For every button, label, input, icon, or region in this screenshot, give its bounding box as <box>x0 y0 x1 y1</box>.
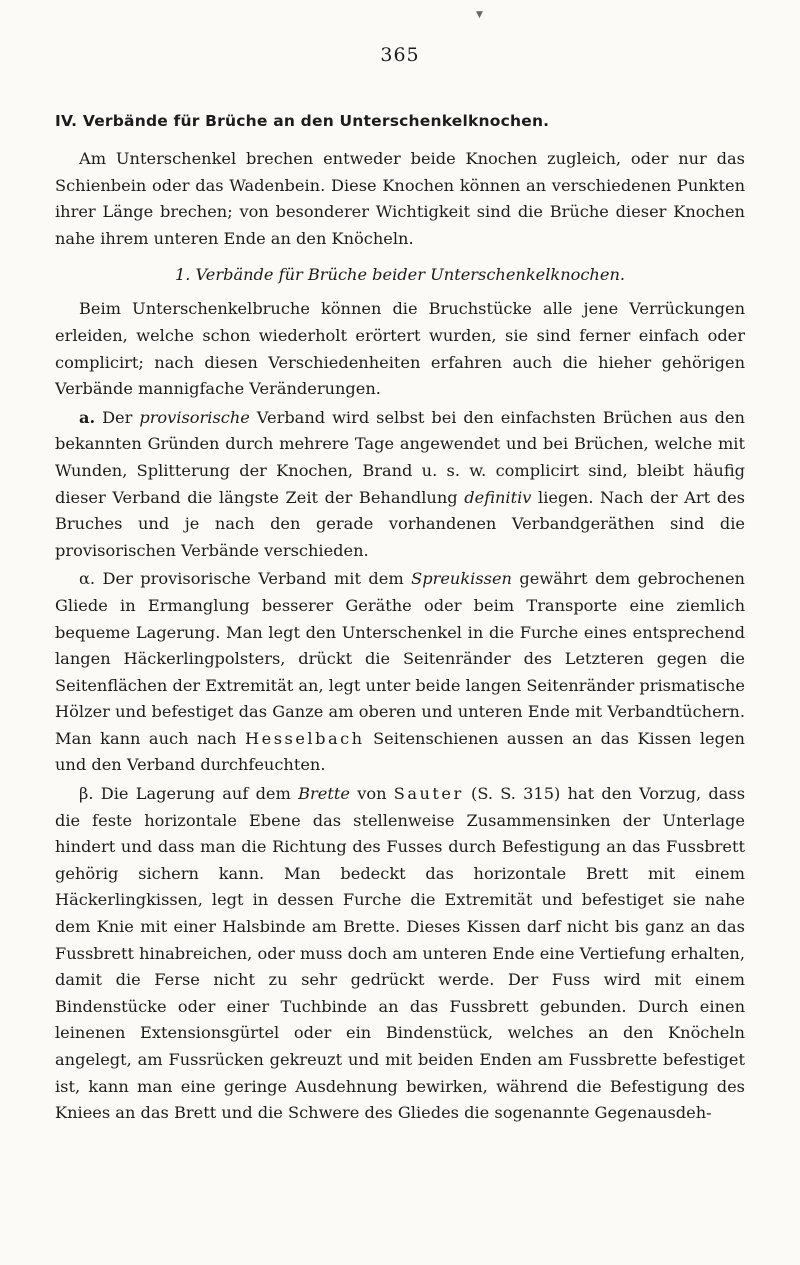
author-name-sauter: Sauter <box>393 784 464 804</box>
text-run: Seitenschienen aussen an das Kissen legen und den Verband durchfeuchten. <box>55 728 745 775</box>
text-run: Verband wird selbst bei den einfachsten Brüchen aus den bekannten Gründen durch mehrere Tage angewendet und bei Brüchen, welche mit Wunden, Splitterung der Knochen, Brand u. s. w. complicirt sind, bleibt häufig dieser Verband die längste Zeit der Behandlung <box>55 407 745 507</box>
page-content <box>55 112 745 1127</box>
emphasis-brette: Brette <box>298 784 350 804</box>
text-run: Die Lagerung auf dem <box>100 784 291 804</box>
paragraph-marker: α. <box>79 569 96 589</box>
paragraph-a <box>55 405 745 565</box>
emphasis-definitiv: definitiv <box>464 487 532 507</box>
text-run: liegen. Nach der Art des Bruches und je nach den gerade vorhandenen Verbandgeräthen sind die provisorischen Verbände verschieden. <box>55 487 745 560</box>
page-number: 365 <box>380 44 420 66</box>
text-run: Der <box>102 407 133 427</box>
paragraph-alpha <box>55 566 745 779</box>
emphasis-spreukissen: Spreukissen <box>411 569 512 589</box>
top-mark: ▼ <box>476 10 483 20</box>
paragraph-beta <box>55 781 745 1127</box>
text-run: (S. S. 315) hat den Vorzug, dass die feste horizontale Ebene das stellenweise Zusammensinken der Unterlage hindert und dass man die Richtung des Fusses durch Befestigung an das Fussbrett gehörig sichern kann. Man bedeckt das horizontale Brett mit einem Häckerlingkissen, legt in dessen Furche die Extremität und befestiget sie nahe dem Knie mit einer Halsbinde am Brette. Dieses Kissen darf nicht bis ganz an das Fussbrett hinabreichen, oder muss doch am unteren Ende eine Vertiefung erhalten, damit die Ferse nicht zu sehr gedrückt werde. Der Fuss wird mit einem Bindenstücke oder einer Tuchbinde an das Fussbrett gebunden. Durch einen leinenen Extensionsgürtel oder ein Bindenstück, welches an den Knöcheln angelegt, am Fussrücken gekreuzt und mit beiden Enden am Fussbrette befestiget ist, kann man eine geringe Ausdehnung bewirken, während die Befestigung des Kniees an das Brett und die Schwere des Gliedes die sogenannte Gegenausdeh- <box>55 784 746 1123</box>
text-run: von <box>357 784 387 804</box>
subsection-heading: 1. Verbände für Brüche beider Unterschenkelknochen. <box>174 265 626 285</box>
paragraph-marker: a. <box>79 407 96 427</box>
emphasis-provisorische: provisorische <box>139 407 250 427</box>
section-heading: IV. Verbände für Brüche an den Unterschenkelknochen. <box>55 112 550 130</box>
author-name-hesselbach: Hesselbach <box>245 728 365 748</box>
intro-paragraph: Am Unterschenkel brechen entweder beide Knochen zugleich, oder nur das Schienbein oder das Wadenbein. Diese Knochen können an verschiedenen Punkten ihrer Länge brechen; von besonderer Wichtigkeit sind die Brüche dieser Knochen nahe ihrem unteren Ende an den Knöcheln. <box>55 149 745 248</box>
text-run: gewährt dem gebrochenen Gliede in Ermanglung besserer Geräthe oder beim Transporte eine ziemlich bequeme Lagerung. Man legt den Unterschenkel in die Furche eines entsprechend langen Häckerlingpolsters, drückt die Seitenränder des Letzteren gegen die Seitenflächen der Extremität an, legt unter beide langen Seitenränder prismatische Hölzer und befestiget das Ganze am oberen und unteren Ende mit Verbandtüchern. Man kann auch nach <box>55 569 745 748</box>
paragraph-marker: β. <box>79 784 94 804</box>
text-run: Der provisorische Verband mit dem <box>102 569 404 589</box>
paragraph-1: Beim Unterschenkelbruche können die Bruchstücke alle jene Verrückungen erleiden, welche schon wiederholt erörtert wurden, sie sind ferner einfach oder complicirt; nach diesen Verschiedenheiten erfahren auch die hieher gehörigen Verbände mannigfache Veränderungen. <box>55 299 745 399</box>
